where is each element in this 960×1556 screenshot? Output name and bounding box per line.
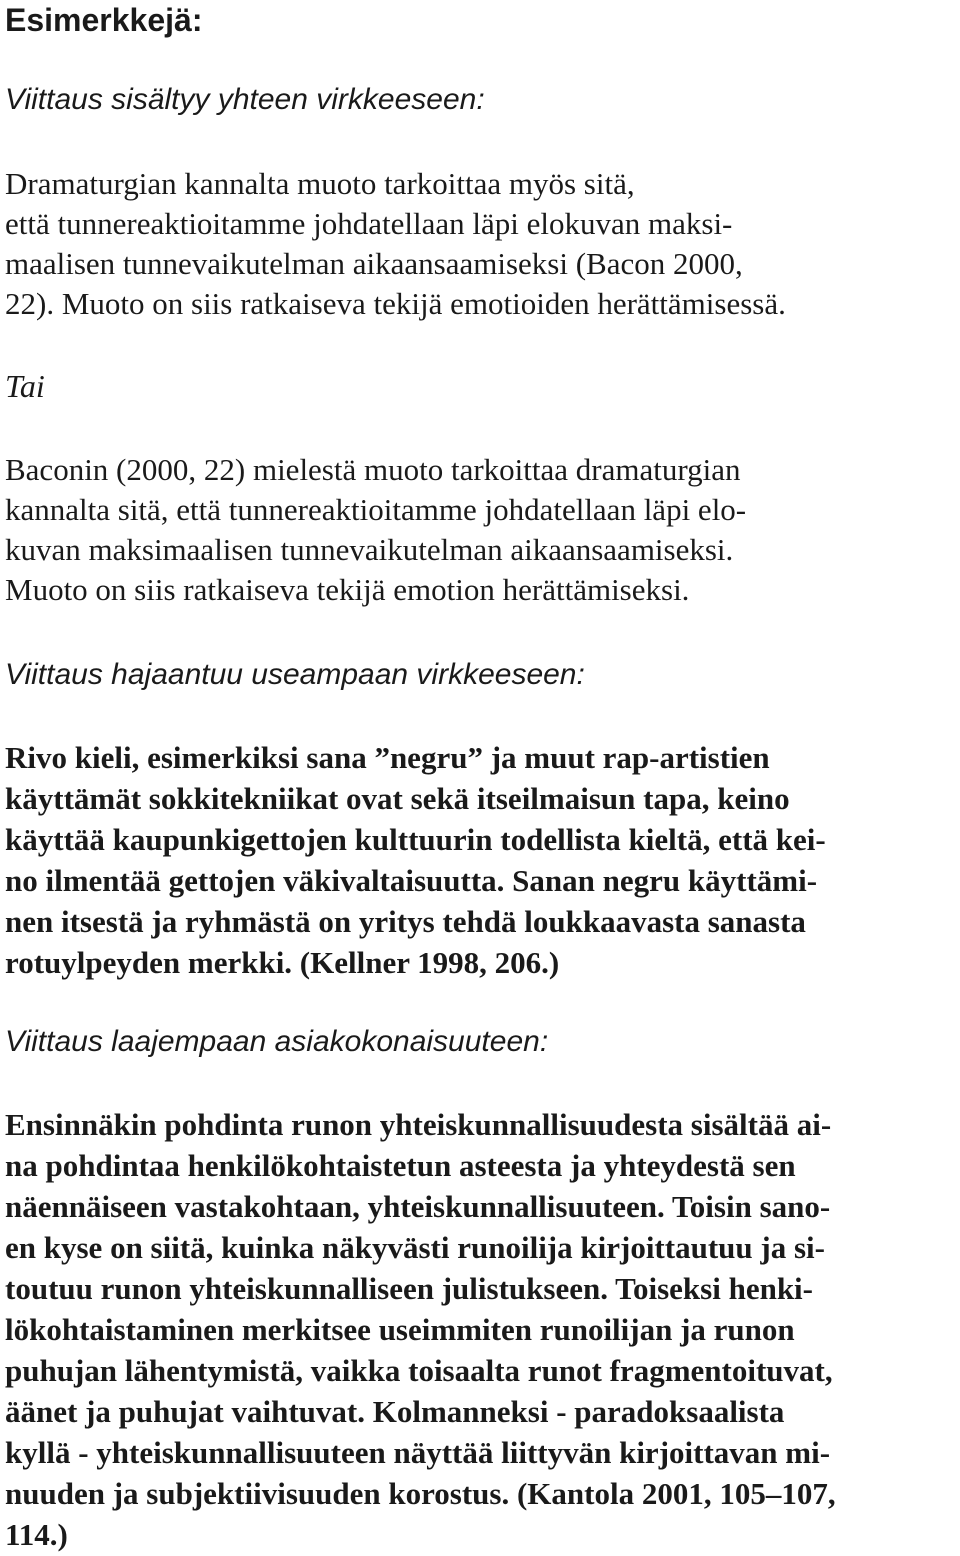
paragraph-line: Rivo kieli, esimerkiksi sana ”negru” ja muut rap-artistien <box>5 740 770 775</box>
paragraph-line: Ensinnäkin pohdinta runon yhteiskunnallisuudesta sisältää ai- <box>5 1107 832 1142</box>
example-paragraph-broader-topic <box>5 1104 955 1555</box>
paragraph-line: no ilmentää gettojen väkivaltaisuutta. Sanan negru käyttämi- <box>5 863 818 898</box>
paragraph-line: Baconin (2000, 22) mielestä muoto tarkoittaa dramaturgian <box>5 452 741 487</box>
section-label-multiple-sentences: Viittaus hajaantuu useampaan virkkeeseen: <box>5 658 585 691</box>
example-paragraph-alternative <box>5 450 955 610</box>
section-label-or: Tai <box>5 368 45 404</box>
paragraph-line: Dramaturgian kannalta muoto tarkoittaa myös sitä, <box>5 166 635 201</box>
paragraph-line: na pohdintaa henkilökohtaistetun asteesta ja yhteydestä sen <box>5 1148 796 1183</box>
paragraph-line: 114.) <box>5 1517 68 1552</box>
section-label-broader-topic: Viittaus laajempaan asiakokonaisuuteen: <box>5 1025 549 1058</box>
paragraph-line: puhujan lähentymistä, vaikka toisaalta runot fragmentoituvat, <box>5 1353 833 1388</box>
example-paragraph-multiple-sentences <box>5 737 955 983</box>
paragraph-line: äänet ja puhujat vaihtuvat. Kolmanneksi - paradoksaalista <box>5 1394 785 1429</box>
paragraph-line: kannalta sitä, että tunnereaktioitamme johdatellaan läpi elo- <box>5 492 747 527</box>
paragraph-line: lökohtaistaminen merkitsee useimmiten runoilijan ja runon <box>5 1312 795 1347</box>
paragraph-line: että tunnereaktioitamme johdatellaan läpi elokuvan maksi- <box>5 206 733 241</box>
paragraph-line: 22). Muoto on siis ratkaiseva tekijä emotioiden herättämisessä. <box>5 286 786 321</box>
paragraph-line: käyttämät sokkitekniikat ovat sekä itseilmaisun tapa, keino <box>5 781 790 816</box>
paragraph-line: kuvan maksimaalisen tunnevaikutelman aikaansaamiseksi. <box>5 532 734 567</box>
example-paragraph-single-sentence <box>5 164 955 324</box>
section-label-single-sentence: Viittaus sisältyy yhteen virkkeeseen: <box>5 83 485 116</box>
page-heading: Esimerkkejä: <box>5 2 203 38</box>
paragraph-line: käyttää kaupunkigettojen kulttuurin todellista kieltä, että kei- <box>5 822 826 857</box>
paragraph-line: nuuden ja subjektiivisuuden korostus. (Kantola 2001, 105–107, <box>5 1476 836 1511</box>
paragraph-line: Muoto on siis ratkaiseva tekijä emotion herättämiseksi. <box>5 572 690 607</box>
paragraph-line: toutuu runon yhteiskunnalliseen julistukseen. Toiseksi henki- <box>5 1271 813 1306</box>
paragraph-line: nen itsestä ja ryhmästä on yritys tehdä loukkaavasta sanasta <box>5 904 806 939</box>
paragraph-line: näennäiseen vastakohtaan, yhteiskunnallisuuteen. Toisin sano- <box>5 1189 831 1224</box>
paragraph-line: kyllä - yhteiskunnallisuuteen näyttää liittyvän kirjoittavan mi- <box>5 1435 831 1470</box>
paragraph-line: en kyse on siitä, kuinka näkyvästi runoilija kirjoittautuu ja si- <box>5 1230 825 1265</box>
paragraph-line: maalisen tunnevaikutelman aikaansaamiseksi (Bacon 2000, <box>5 246 743 281</box>
paragraph-line: rotuylpeyden merkki. (Kellner 1998, 206.) <box>5 945 560 980</box>
